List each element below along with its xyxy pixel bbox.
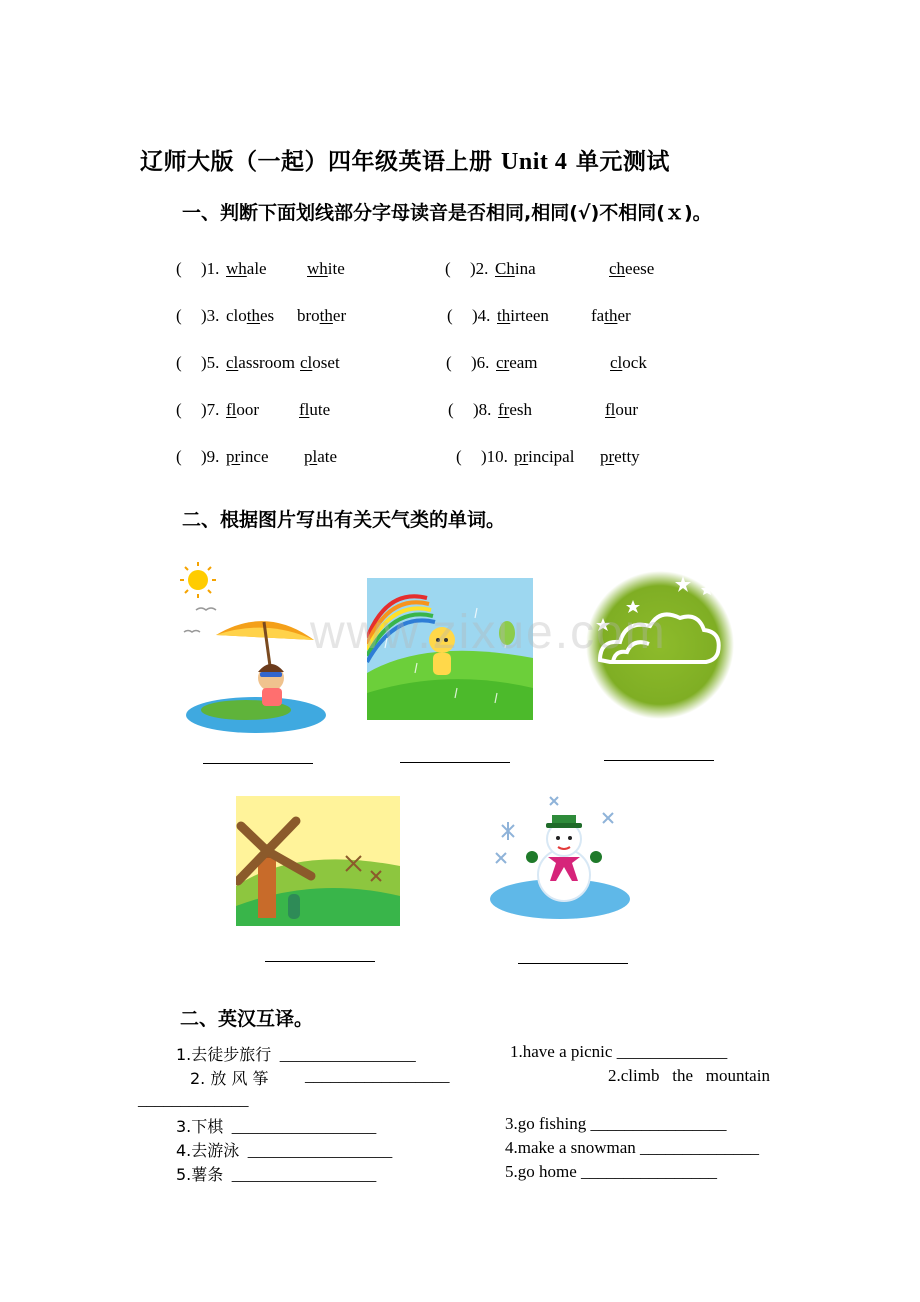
item-word-2: pretty [600, 447, 640, 466]
answer-line-1[interactable] [203, 763, 313, 764]
item-word-2: father [591, 306, 631, 325]
item-number: )1. [201, 259, 220, 278]
translation-right-1: 1.have a picnic _____________ [510, 1042, 728, 1061]
page-title: 辽师大版（一起）四年级英语上册 Unit 4 单元测试 [140, 149, 670, 175]
item-word-1: China [495, 259, 536, 278]
answer-blank[interactable]: _________________ [247, 1141, 393, 1160]
item-word-1: floor [226, 400, 260, 419]
item-word-1: clothes [226, 306, 275, 325]
answer-paren[interactable]: ( [176, 259, 182, 278]
item-word-2: cheese [609, 259, 655, 278]
answer-blank[interactable]: _________________ [305, 1066, 450, 1085]
translation-left-3: 3.下棋 _________________ [176, 1117, 377, 1136]
underlined-letters: pr [600, 447, 615, 466]
section2-heading: 二、根据图片写出有关天气类的单词。 [182, 509, 506, 531]
answer-paren[interactable]: ( [176, 306, 182, 325]
translation-left-5: 5.薯条 _________________ [176, 1165, 377, 1184]
item-number: )8. [473, 400, 492, 419]
answer-blank[interactable]: ________________ [581, 1162, 718, 1181]
item-word-2: flute [299, 400, 331, 419]
watermark: www.zixue.com [310, 606, 667, 659]
answer-paren[interactable]: ( [447, 306, 453, 325]
translation-left-1: 1.去徒步旅行 ________________ [176, 1045, 416, 1064]
translation-left-4: 4.去游泳 _________________ [176, 1141, 393, 1160]
translation-right-5: 5.go home ________________ [505, 1162, 718, 1181]
underlined-letters: ch [609, 259, 626, 278]
item-number: )7. [201, 400, 220, 419]
underlined-letters: th [246, 306, 261, 325]
section3-heading: 二、英汉互译。 [180, 1008, 314, 1030]
item-word-1: cream [496, 353, 538, 372]
answer-line-5[interactable] [518, 963, 628, 964]
item-number: )2. [470, 259, 489, 278]
item-word-2: closet [300, 353, 340, 372]
underlined-letters: fl [226, 400, 237, 419]
underlined-letters: fr [498, 400, 510, 419]
sunny-picture [176, 560, 326, 738]
answer-paren[interactable]: ( [448, 400, 454, 419]
answer-blank[interactable]: _________________ [231, 1165, 377, 1184]
answer-blank[interactable]: _________________ [231, 1117, 377, 1136]
underlined-letters: wh [307, 259, 328, 278]
item-number: )6. [471, 353, 490, 372]
underlined-letters: pr [226, 447, 241, 466]
underlined-letters: th [497, 306, 511, 325]
item-word-2: plate [304, 447, 338, 466]
underlined-letters: fl [605, 400, 616, 419]
answer-line-2[interactable] [400, 762, 510, 763]
item-number: )9. [201, 447, 220, 466]
item-word-1: fresh [498, 400, 532, 419]
item-number: )5. [201, 353, 220, 372]
answer-paren[interactable]: ( [445, 259, 451, 278]
answer-paren[interactable]: ( [446, 353, 452, 372]
item-number: )4. [472, 306, 491, 325]
underlined-letters: cr [496, 353, 510, 372]
underlined-letters: Ch [495, 259, 515, 278]
item-word-2: clock [610, 353, 647, 372]
answer-blank[interactable]: _____________ [138, 1090, 249, 1109]
sun-icon [180, 562, 216, 598]
answer-line-4[interactable] [265, 961, 375, 962]
item-word-1: whale [226, 259, 267, 278]
underlined-letters: th [604, 306, 618, 325]
answer-line-3[interactable] [604, 760, 714, 761]
underlined-letters: pl [304, 447, 318, 466]
snowy-picture [488, 795, 632, 921]
translation-right-3: 3.go fishing ________________ [505, 1114, 727, 1133]
answer-paren[interactable]: ( [456, 447, 462, 466]
item-word-1: classroom [226, 353, 295, 372]
translation-left-2: 2. 放 风 筝 [190, 1069, 269, 1088]
underlined-letters: cl [300, 353, 313, 372]
item-number: )3. [201, 306, 220, 325]
translation-right-4: 4.make a snowman ______________ [505, 1138, 760, 1157]
translation-right-2: 2.climb the mountain [608, 1066, 770, 1085]
answer-paren[interactable]: ( [176, 353, 182, 372]
section1-heading: 一、判断下面划线部分字母读音是否相同,相同(√)不相同(ｘ)。 [182, 202, 712, 224]
underlined-letters: cl [610, 353, 623, 372]
item-word-2: brother [297, 306, 347, 325]
item-word-2: flour [605, 400, 639, 419]
windy-picture [236, 796, 400, 926]
underlined-letters: th [319, 306, 333, 325]
underlined-letters: cl [226, 353, 239, 372]
item-word-1: principal [514, 447, 575, 466]
answer-blank[interactable]: ______________ [640, 1138, 760, 1157]
answer-paren[interactable]: ( [176, 447, 182, 466]
answer-paren[interactable]: ( [176, 400, 182, 419]
item-word-1: prince [226, 447, 269, 466]
item-number: )10. [481, 447, 508, 466]
answer-blank[interactable]: _____________ [616, 1042, 728, 1061]
underlined-letters: fl [299, 400, 310, 419]
underlined-letters: pr [514, 447, 529, 466]
item-word-2: white [307, 259, 345, 278]
answer-blank[interactable]: ________________ [279, 1045, 416, 1064]
answer-blank[interactable]: ________________ [590, 1114, 727, 1133]
item-word-1: thirteen [497, 306, 549, 325]
underlined-letters: wh [226, 259, 247, 278]
